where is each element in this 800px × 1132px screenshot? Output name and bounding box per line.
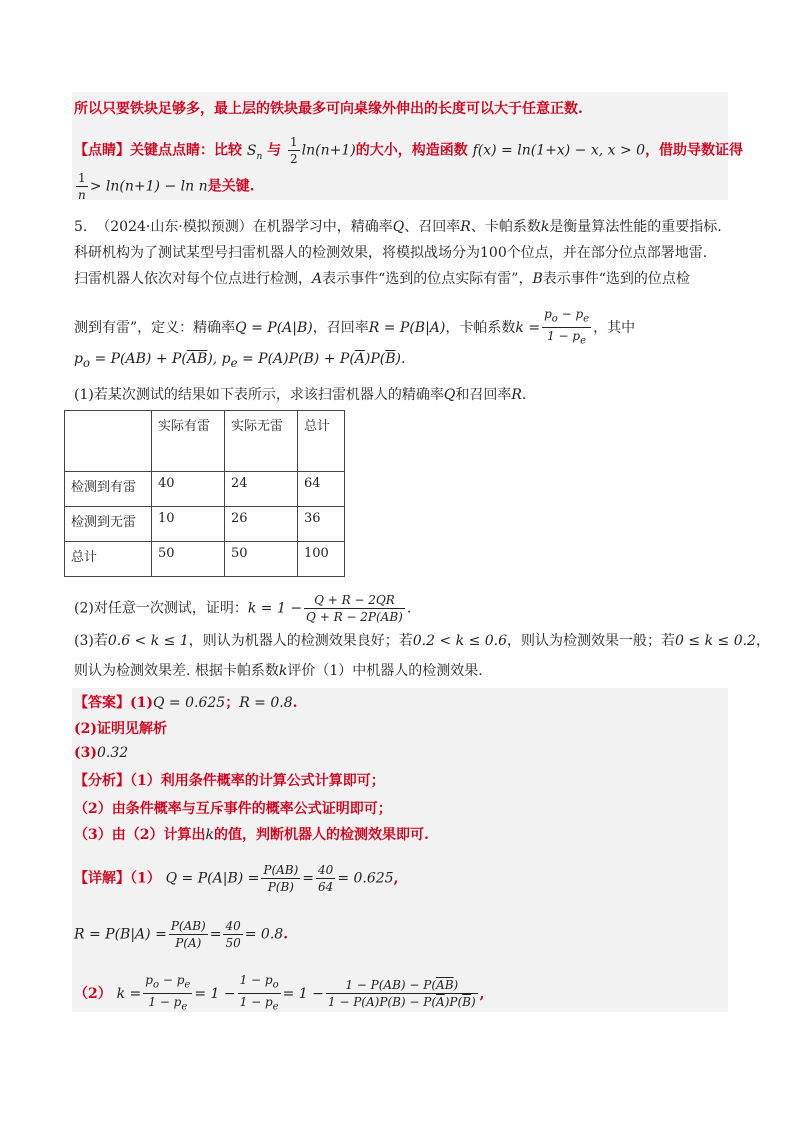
table-header-row [65,411,345,472]
question-2: (2)对任意一次测试，证明：k = 1 − $\frac{Q + R - 2QR}{Q + R - 2P(AB)}$ . [74,593,412,624]
table-cell: 实际有雷 [152,411,225,472]
detail-line-2: R = P(B|A) = $\frac{P(AB)}{P(A)}$ = $\frac{40}{50}$ = 0.8. [74,919,289,950]
answer-line-1: 【答案】(1)Q = 0.625；R = 0.8. [74,695,298,711]
answer-label: 【答案】 [74,695,130,711]
table-cell: 总计 [298,411,345,472]
answer-line-3: (3)0.32 [74,745,129,761]
table-cell: 40 [152,472,225,507]
results-table [64,410,345,577]
problem-line-4: 测到有雷”，定义：精确率Q = P(A|B)，召回率R = P(B|A)，卡帕系数k = $\frac{p_o - p_e}{1 - p_e}$ ，其中 [74,307,636,347]
table-cell: 50 [152,542,225,577]
table-cell: 实际无雷 [225,411,298,472]
table-row [65,472,345,507]
table-cell: 26 [225,507,298,542]
hint-line-2: $\frac{1}{n}$ > ln(n+1) − ln n是关键. [78,171,255,202]
question-1: (1)若某次测试的结果如下表所示，求该扫雷机器人的精确率Q和召回率R. [74,387,527,403]
table-row [65,542,345,577]
table-cell: 检测到有雷 [65,472,152,507]
table-cell: 36 [298,507,345,542]
table-cell: 50 [225,542,298,577]
table-cell: 总计 [65,542,152,577]
solution-block [72,688,728,1012]
question-3: (3)若0.6 < k ≤ 1，则认为机器人的检测效果良好；若0.2 < k ≤ 0.6，则认为检测效果一般；若0 ≤ k ≤ 0.2， [74,633,770,649]
hint-line: 【点睛】关键点点睛：比较 $S_n$ 与 $\frac{1}{2}$ ln(n+1)的大小，构造函数 f(x) = ln(1+x) − x, x > 0，借助导数证得 [74,135,744,166]
problem-line-3: 扫雷机器人依次对每个位点进行检测，A表示事件“选到的位点实际有雷”，B表示事件“选到的位点检 [74,271,690,287]
problem-line-2: 科研机构为了测试某型号扫雷机器人的检测效果，将模拟战场分为100个位点，并在部分位点部署地雷. [74,245,708,261]
analysis-label: 【分析】 [74,773,130,789]
analysis-line-1: 【分析】（1）利用条件概率的计算公式计算即可； [74,773,385,789]
detail-label: 【详解】 [74,870,130,887]
problem-line-1: 5. （2024·山东·模拟预测）在机器学习中，精确率Q、召回率R、卡帕系数k是衡量算法性能的重要指标. [74,219,722,235]
problem-definition-line: $p_o = P(AB) + P(\overline{A}\overline{B})$, $p_e = P(A)P(B) + P(\overline{A})P(\overline{B})$. [74,351,406,370]
problem-source: （2024·山东·模拟预测） [96,219,253,235]
table-cell: 64 [298,472,345,507]
hint-label: 【点睛】 [74,142,130,159]
conclusion-line: 所以只要铁块足够多，最上层的铁块最多可向桌缘外伸出的长度可以大于任意正数. [74,101,583,117]
table-cell [65,411,152,472]
answer-line-2: (2)证明见解析 [74,721,167,737]
table-cell: 10 [152,507,225,542]
analysis-line-3: （3）由（2）计算出k的值，判断机器人的检测效果即可. [74,827,429,843]
table-cell: 24 [225,472,298,507]
table-cell: 检测到无雷 [65,507,152,542]
question-3-cont: 则认为检测效果差. 根据卡帕系数k评价（1）中机器人的检测效果. [74,663,483,679]
detail-line-3: （2） k = $\frac{p_o - p_e}{1 - p_e}$ = 1 − $\frac{1 - p_o}{1 - p_e}$ = 1 − $\frac{1 - P(AB) - P(\overline{A}\overline{B})}{1 - P(A)P(B) - P(\overline{A})P(\overline{B})}$ , [74,973,485,1013]
table-cell: 100 [298,542,345,577]
table-row [65,507,345,542]
analysis-line-2: （2）由条件概率与互斥事件的概率公式证明即可； [74,801,392,817]
detail-line-1: 【详解】（1） Q = P(A|B) = $\frac{P(AB)}{P(B)}$ = $\frac{40}{64}$ = 0.625, [74,863,399,894]
